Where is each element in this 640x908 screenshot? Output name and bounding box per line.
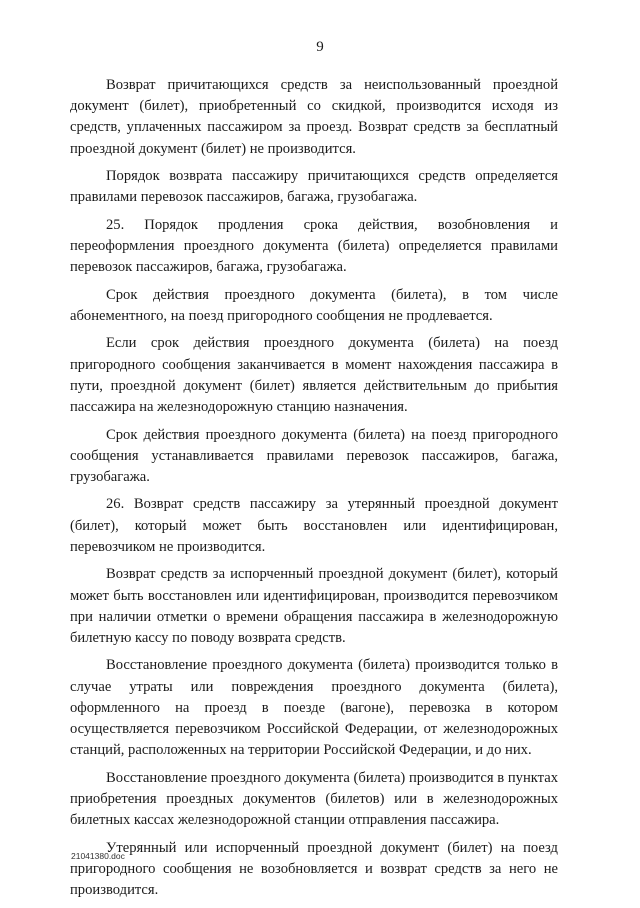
paragraph: Срок действия проездного документа (билета), в том числе абонементного, на поезд пригородного сообщения не продлевается. xyxy=(70,286,558,324)
paragraph: 25. Порядок продления срока действия, возобновления и переоформления проездного документа (билета) определяется правилами перевозок пассажиров, багажа, грузобагажа. xyxy=(70,216,558,276)
paragraph: Срок действия проездного документа (билета) на поезд пригородного сообщения устанавливается правилами перевозок пассажиров, багажа, грузобагажа. xyxy=(70,426,558,485)
paragraph: Утерянный или испорченный проездной документ (билет) на поезд пригородного сообщения не возобновляется и возврат средств за него не производится. xyxy=(70,839,558,899)
paragraph: 26. Возврат средств пассажиру за утерянный проездной документ (билет), который может быть восстановлен или идентифицирован, перевозчиком не производится. xyxy=(70,496,558,555)
paragraph: Возврат причитающихся средств за неиспользованный проездной документ (билет), приобретенный со скидкой, производится исходя из средств, уплаченных пассажиром за проезд. Возврат средств за бесплатный проездной документ (билет) не производится. xyxy=(70,77,558,157)
footer-filename: 21041380.doc xyxy=(71,851,125,861)
document-body xyxy=(70,75,558,908)
paragraph: Восстановление проездного документа (билета) производится только в случае утраты или повреждения проездного документа (билета), оформленного на проезд в поезде (вагоне), перевозка в котором осуществляется перевозчиком Российской Федерации, от железнодорожных станций, расположенных на территории Российской Федерации, и до них. xyxy=(70,657,558,759)
paragraph: Возврат средств за испорченный проездной документ (билет), который может быть восстановлен или идентифицирован, производится перевозчиком при наличии отметки о времени обращения пассажира в железнодорожную билетную кассу по поводу возврата средств. xyxy=(70,566,558,646)
paragraph: Порядок возврата пассажиру причитающихся средств определяется правилами перевозок пассажиров, багажа, грузобагажа. xyxy=(70,168,558,206)
paragraph: Если срок действия проездного документа (билета) на поезд пригородного сообщения заканчивается в момент нахождения пассажира в пути, проездной документ (билет) является действительным до прибытия пассажира на железнодорожную станцию назначения. xyxy=(70,335,558,416)
page-number: 9 xyxy=(316,39,324,55)
paragraph: Восстановление проездного документа (билета) производится в пунктах приобретения проездных документов (билетов) или в железнодорожных билетных кассах железнодорожной станции отправления пассажира. xyxy=(70,769,558,829)
